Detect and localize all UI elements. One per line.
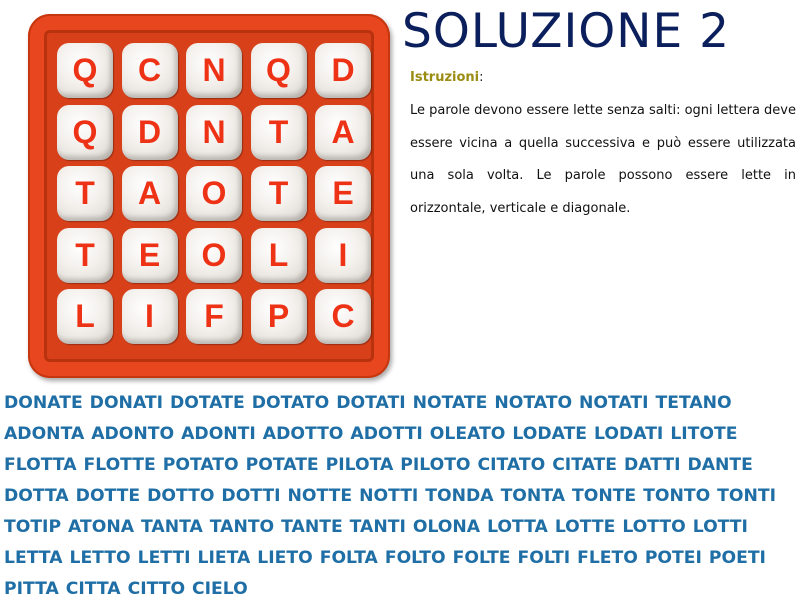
letter-die-r5c5: C [315, 289, 371, 344]
letter-die-r1c5: D [315, 43, 371, 98]
letter-die-r1c2: C [122, 43, 178, 98]
letter-die-r2c3: N [186, 105, 242, 160]
instructions-text: Le parole devono essere lette senza salti: ogni lettera deve essere vicina a quella successiva e può essere utilizzata una sola volta. Le parole possono essere lette in orizzontale, verticale e diagonale. [410, 103, 796, 216]
letter-die-r2c5: A [315, 105, 371, 160]
letter-die-r5c4: P [251, 289, 307, 344]
letter-die-r4c1: T [57, 228, 113, 283]
letter-die-r4c3: O [186, 228, 242, 283]
letter-die-r3c3: O [186, 166, 242, 221]
board-grid [44, 30, 374, 362]
letter-die-r4c5: I [315, 228, 371, 283]
letter-die-r2c4: T [251, 105, 307, 160]
letter-die-r1c4: Q [251, 43, 307, 98]
letter-die-r4c2: E [122, 228, 178, 283]
instructions-heading [410, 70, 484, 85]
solution-words: DONATE DONATI DOTATE DOTATO DOTATI NOTATE NOTATO NOTATI TETANO ADONTA ADONTO ADONTI ADOTTO ADOTTI OLEATO LODATE LODATI LITOTE FLOTTA FLOTTE POTATO POTATE PILOTA PILOTO CITATO CITATE DATTI DANTE DOTTA DOTTE DOTTO DOTTI NOTTE NOTTI TONDA TONTA TONTE TONTO TONTI TOTIP ATONA TANTA TANTO TANTE TANTI OLONA LOTTA LOTTE LOTTO LOTTI LETTA LETTO LETTI LIETA LIETO FOLTA FOLTO FOLTE FOLTI FLETO POTEI POETI PITTA CITTA CITTO CIELO [4, 393, 777, 599]
page-title: SOLUZIONE 2 [402, 4, 730, 59]
letter-die-r3c5: E [315, 166, 371, 221]
letter-die-r5c3: F [186, 289, 242, 344]
letter-die-r3c4: T [251, 166, 307, 221]
letter-die-r1c1: Q [57, 43, 113, 98]
letter-die-r2c1: Q [57, 105, 113, 160]
instructions-colon: : [479, 70, 484, 85]
boggle-board [28, 14, 390, 378]
letter-die-r3c2: A [122, 166, 178, 221]
letter-die-r5c1: L [57, 289, 113, 344]
letter-die-r5c2: I [122, 289, 178, 344]
instructions-label: Istruzioni [410, 70, 480, 85]
letter-die-r4c4: L [251, 228, 307, 283]
letter-die-r1c3: N [186, 43, 242, 98]
letter-die-r2c2: D [122, 105, 178, 160]
letter-die-r3c1: T [57, 166, 113, 221]
